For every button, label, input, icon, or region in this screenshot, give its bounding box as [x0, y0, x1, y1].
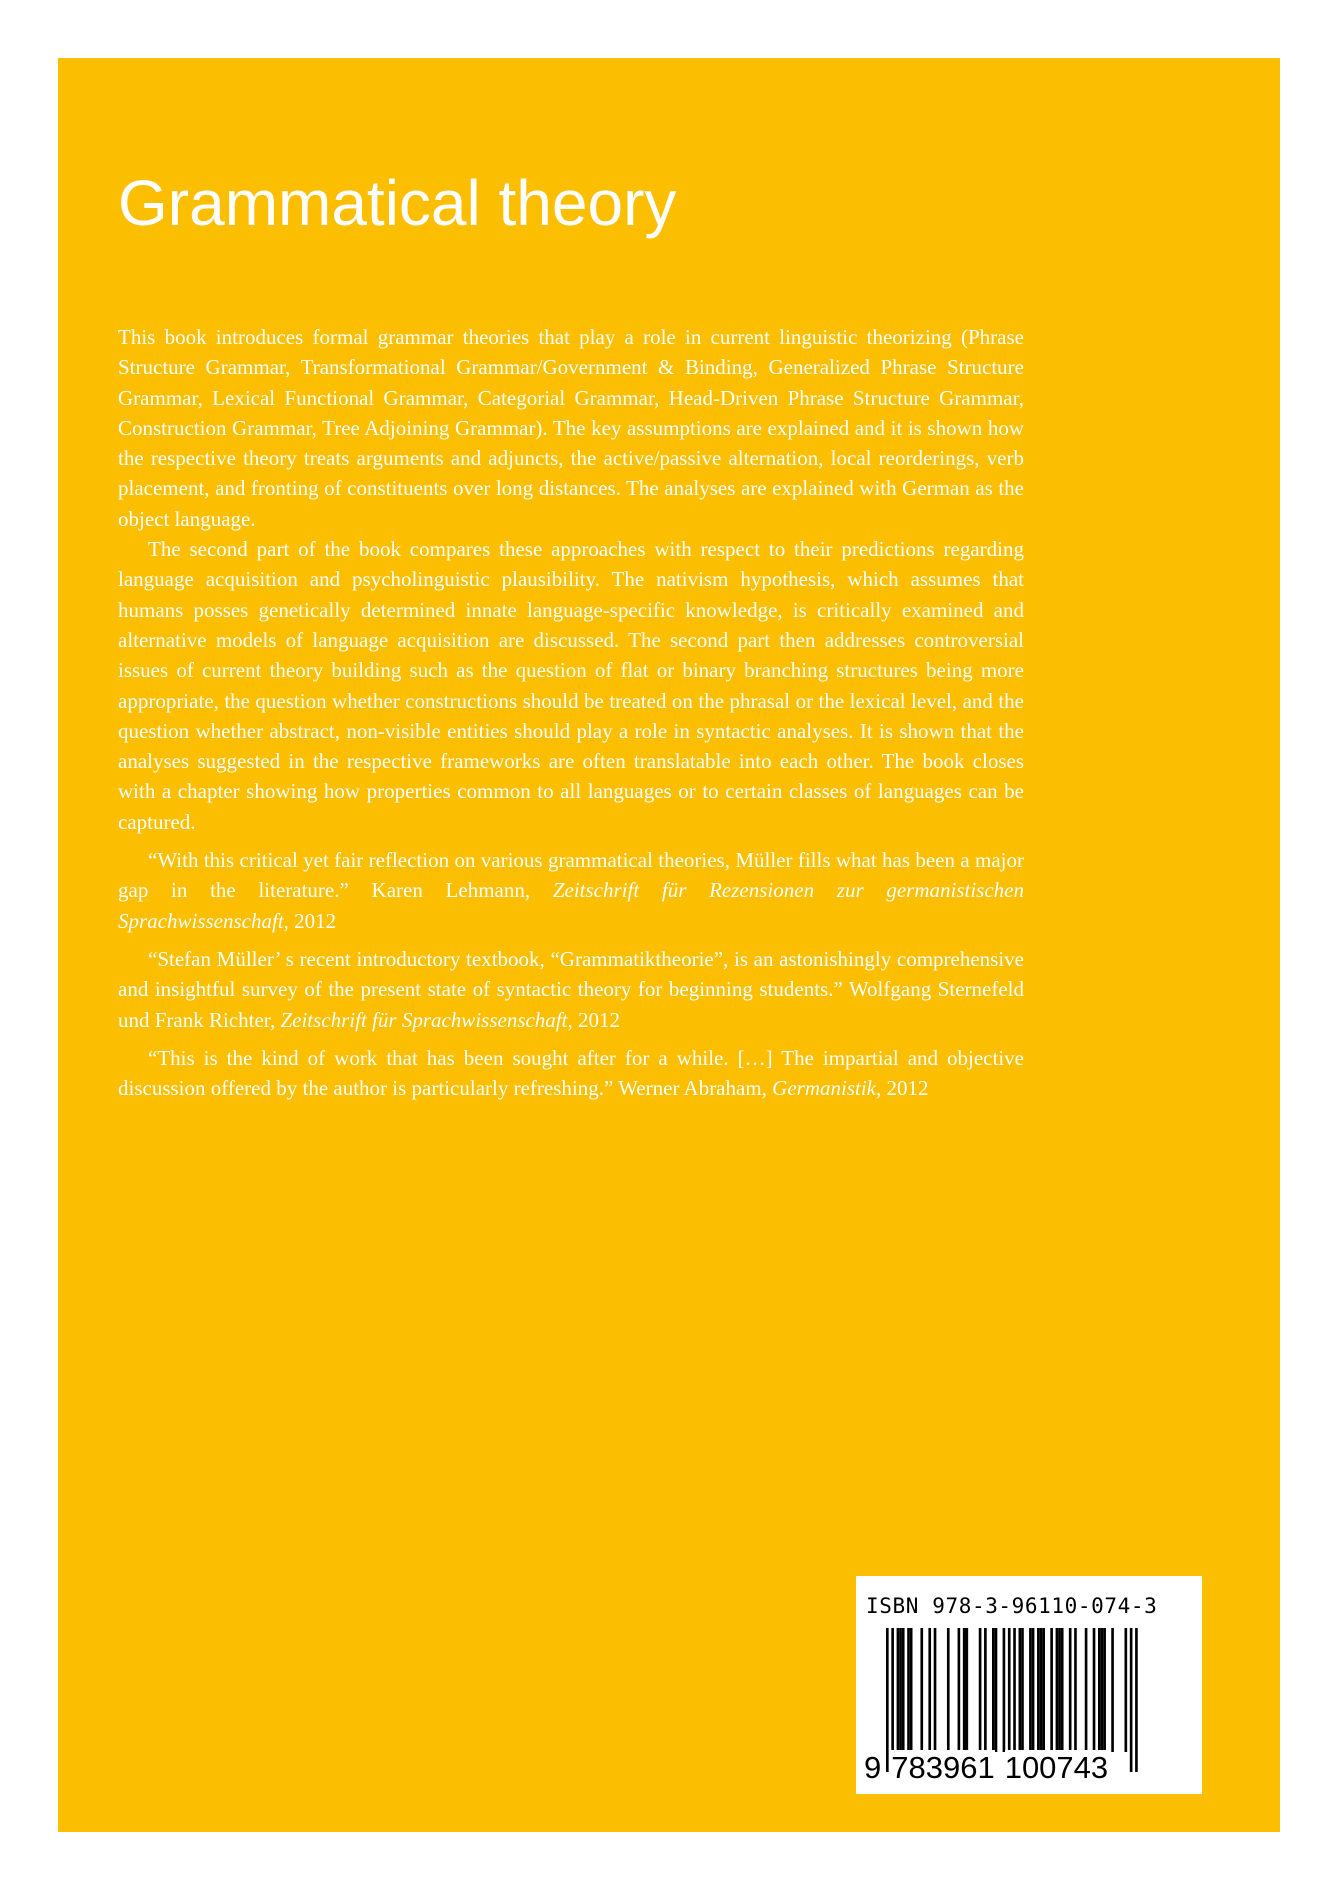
barcode-bar — [1111, 1628, 1114, 1752]
barcode-bar — [934, 1628, 937, 1752]
barcode-bar — [897, 1628, 900, 1752]
review-source: Zeitschrift für Sprachwissenschaft — [280, 1007, 568, 1032]
barcode-bar — [928, 1628, 931, 1752]
barcode-bar — [1130, 1628, 1133, 1772]
barcode-digits — [864, 1750, 1108, 1786]
review-quote-3 — [118, 1043, 1024, 1104]
review-source: Germanistik — [772, 1076, 876, 1101]
barcode-bar — [1074, 1628, 1077, 1752]
barcode-bar — [910, 1628, 913, 1752]
barcode-bar — [1103, 1628, 1106, 1752]
barcode-bar — [966, 1628, 969, 1752]
review-source: Zeitschrift für Rezensionen zur germanistischen Sprachwissenschaft — [118, 878, 1024, 933]
barcode-bar — [1085, 1628, 1088, 1752]
review-year: , 2012 — [567, 1007, 620, 1032]
review-quote-text: “This is the kind of work that has been sought after for a while. […] The impartial and objective discussion offered by the author is particularly refreshing.” Werner Abraham, — [118, 1045, 1024, 1101]
barcode-bar — [1037, 1628, 1040, 1752]
barcode-bar — [992, 1628, 995, 1752]
review-quote-text: “With this critical yet fair reflection on various grammatical theories, Müller fills what has been a major gap in the literature.” Karen Lehmann, — [118, 848, 1024, 903]
barcode-bar — [1069, 1628, 1072, 1752]
barcode-bar — [1056, 1628, 1059, 1752]
barcode-bar — [1061, 1628, 1064, 1752]
barcode-digit-first: 9 — [864, 1750, 882, 1785]
barcode-bar — [1040, 1628, 1043, 1752]
barcode-bar — [963, 1628, 966, 1752]
book-title: Grammatical theory — [118, 167, 677, 239]
barcode-bar — [1003, 1628, 1006, 1752]
barcode-bar — [902, 1628, 905, 1752]
barcode-bar — [1125, 1628, 1128, 1752]
review-year: , 2012 — [283, 908, 337, 933]
barcode-bar — [1021, 1628, 1024, 1752]
barcode-bar — [958, 1628, 961, 1752]
barcode-digits-right: 100743 — [1004, 1750, 1109, 1785]
barcode-bar — [1042, 1628, 1045, 1752]
barcode-bar — [1098, 1628, 1101, 1752]
barcode-bar — [1101, 1628, 1104, 1752]
barcode-bar — [979, 1628, 982, 1752]
review-quote-1 — [118, 845, 1024, 936]
barcode-bar — [1029, 1628, 1032, 1752]
barcode-bar — [920, 1628, 923, 1752]
barcode-bar — [947, 1628, 950, 1752]
barcode-bar — [1019, 1628, 1022, 1752]
blurb — [118, 322, 1024, 1103]
review-quote-text: “Stefan Müller’ s recent introductory textbook, “Grammatiktheorie”, is an astonishingly comprehensive and insightful survey of the present state of syntactic theory for beginning students.” Wolfgang Sternefeld und Frank Richter, — [118, 946, 1024, 1032]
barcode-bar — [1050, 1628, 1053, 1752]
review-quote-2 — [118, 944, 1024, 1035]
blurb-paragraph-1: This book introduces formal grammar theories that play a role in current linguistic theorizing (Phrase Structure Grammar, Transformational Grammar/Government & Binding, Generalized Phrase Structure Grammar, Lexical Functional Grammar, Categorial Grammar, Head-Driven Phrase Structure Grammar, Construction Grammar, Tree Adjoining Grammar). The key assumptions are explained and it is shown how the respective theory treats arguments and adjuncts, the active/passive alternation, local reorderings, verb placement, and fronting of constituents over long distances. The analyses are explained with German as the object language. — [118, 325, 1024, 531]
barcode-bar — [1058, 1628, 1061, 1752]
barcode-bar — [1135, 1628, 1138, 1772]
review-year: , 2012 — [876, 1076, 929, 1101]
barcode-bar — [995, 1628, 998, 1752]
blurb-paragraph-2: The second part of the book compares these approaches with respect to their predictions regarding language acquisition and psycholinguistic plausibility. The nativism hypothesis, which assumes that humans posses genetically determined innate language-specific knowledge, is critically examined and alternative models of language acquisition are discussed. The second part then addresses controversial issues of current theory building such as the question of flat or binary branching structures being more appropriate, the question whether constructions should be treated on the phrasal or the lexical level, and the question whether abstract, non-visible entities should play a role in syntactic analyses. It is shown that the analyses suggested in the respective frameworks are often translatable into each other. The book closes with a chapter showing how properties common to all languages or to certain classes of languages can be captured. — [118, 537, 1024, 834]
barcode-bar — [984, 1628, 987, 1752]
barcode-bar — [907, 1628, 910, 1752]
isbn-label: ISBN 978-3-96110-074-3 — [866, 1594, 1158, 1618]
barcode-bar — [1093, 1628, 1096, 1752]
barcode-bar — [899, 1628, 902, 1752]
barcode-bar — [1032, 1628, 1035, 1752]
isbn-barcode — [856, 1576, 1202, 1794]
barcode-digits-left: 783961 — [891, 1750, 995, 1785]
